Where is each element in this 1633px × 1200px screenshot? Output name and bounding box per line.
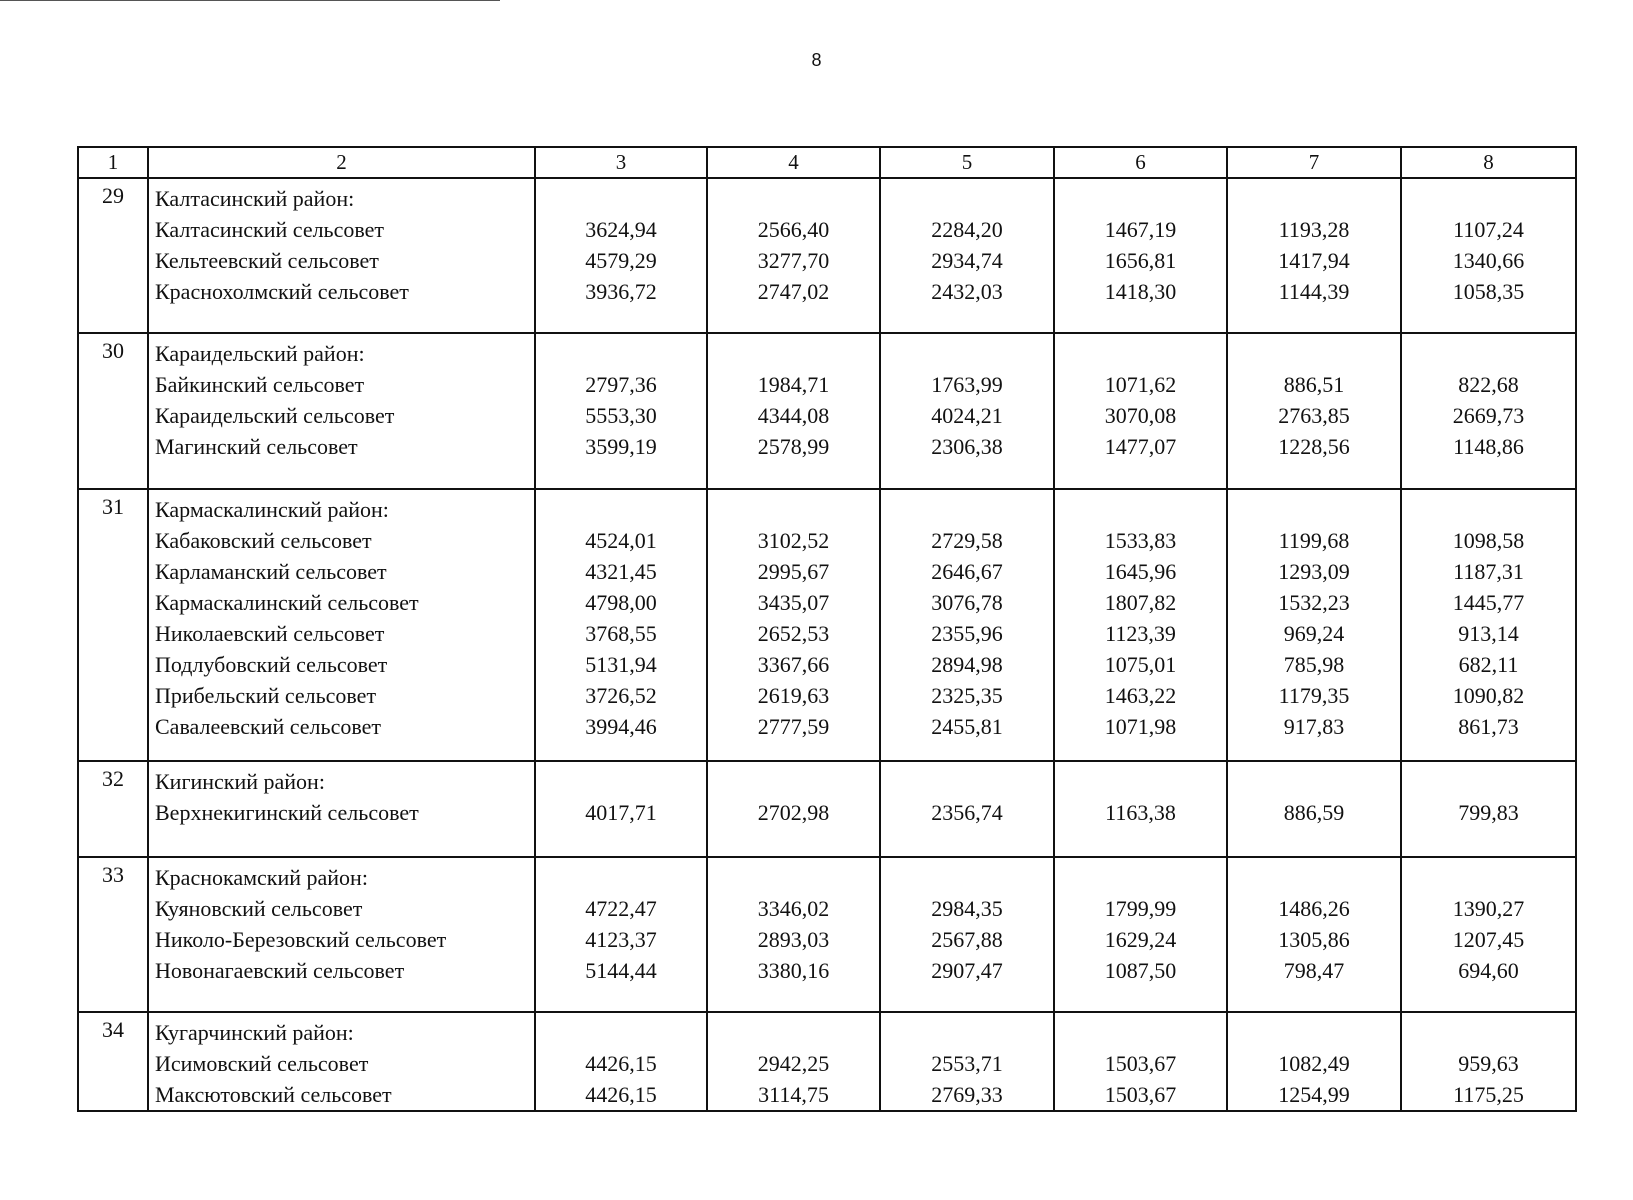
settlement-name: Николо-Березовский сельсовет bbox=[155, 927, 447, 952]
district-name: Кармаскалинский район: bbox=[155, 497, 389, 522]
value-cell: 1656,81 bbox=[1104, 248, 1177, 273]
value-cell: 1090,82 bbox=[1452, 683, 1525, 708]
value-cell: 2669,73 bbox=[1452, 403, 1525, 428]
value-cell: 1445,77 bbox=[1452, 590, 1525, 615]
value-cell: 1148,86 bbox=[1453, 434, 1524, 459]
column-header: 5 bbox=[880, 147, 1054, 178]
value-cell: 2619,63 bbox=[757, 683, 830, 708]
value-cell: 3936,72 bbox=[585, 279, 657, 304]
value-column-3 bbox=[535, 761, 707, 857]
value-cell: 3102,52 bbox=[757, 528, 830, 553]
value-cell: 1075,01 bbox=[1104, 652, 1177, 677]
page-number: 8 bbox=[811, 50, 822, 70]
value-cell: 5131,94 bbox=[585, 652, 657, 677]
column-header: 7 bbox=[1227, 147, 1401, 178]
value-cell: 1467,19 bbox=[1104, 217, 1177, 242]
settlement-name: Краснохолмский сельсовет bbox=[155, 279, 409, 304]
value-cell: 2432,03 bbox=[931, 279, 1003, 304]
value-column-7 bbox=[1227, 489, 1401, 761]
blank-line bbox=[536, 494, 706, 525]
table-row-group bbox=[78, 761, 1576, 857]
row-number: 29 bbox=[78, 178, 148, 333]
value-cell: 1179,35 bbox=[1278, 683, 1350, 708]
blank-line bbox=[708, 183, 879, 214]
value-cell: 1144,39 bbox=[1278, 279, 1350, 304]
header-row bbox=[78, 147, 1576, 178]
value-cell: 1629,24 bbox=[1104, 927, 1177, 952]
value-cell: 2747,02 bbox=[757, 279, 830, 304]
value-column-7 bbox=[1227, 857, 1401, 1012]
value-cell: 2578,99 bbox=[757, 434, 830, 459]
value-column-7 bbox=[1227, 178, 1401, 333]
table-row-group bbox=[78, 857, 1576, 1012]
value-cell: 799,83 bbox=[1458, 800, 1519, 825]
table-row-group bbox=[78, 178, 1576, 333]
value-cell: 3380,16 bbox=[757, 958, 830, 983]
value-cell: 1984,71 bbox=[757, 372, 830, 397]
value-cell: 4321,45 bbox=[585, 559, 657, 584]
value-cell: 1799,99 bbox=[1104, 896, 1177, 921]
blank-line bbox=[708, 862, 879, 893]
column-header: 3 bbox=[535, 147, 707, 178]
value-column-6 bbox=[1054, 178, 1227, 333]
blank-line bbox=[1402, 862, 1575, 893]
value-cell: 1123,39 bbox=[1105, 621, 1176, 646]
value-cell: 1082,49 bbox=[1278, 1051, 1350, 1076]
value-cell: 969,24 bbox=[1283, 621, 1345, 646]
value-column-6 bbox=[1054, 333, 1227, 489]
value-column-5 bbox=[880, 1012, 1054, 1111]
value-cell: 2729,58 bbox=[931, 528, 1003, 553]
value-cell: 1071,98 bbox=[1104, 714, 1177, 739]
value-column-3 bbox=[535, 1012, 707, 1111]
value-column-4 bbox=[707, 178, 880, 333]
value-cell: 2777,59 bbox=[757, 714, 830, 739]
value-column-8 bbox=[1401, 333, 1576, 489]
value-cell: 1763,99 bbox=[931, 372, 1003, 397]
district-name: Кугарчинский район: bbox=[155, 1020, 354, 1045]
value-cell: 3994,46 bbox=[585, 714, 657, 739]
blank-line bbox=[1228, 494, 1400, 525]
blank-line bbox=[536, 1017, 706, 1048]
name-cell bbox=[148, 333, 535, 489]
name-cell bbox=[148, 1012, 535, 1111]
blank-line bbox=[708, 338, 879, 369]
value-column-5 bbox=[880, 761, 1054, 857]
value-cell: 3768,55 bbox=[585, 621, 657, 646]
value-cell: 3367,66 bbox=[757, 652, 830, 677]
value-column-5 bbox=[880, 178, 1054, 333]
settlement-name: Калтасинский сельсовет bbox=[155, 217, 384, 242]
value-cell: 1533,83 bbox=[1104, 528, 1177, 553]
district-name: Краснокамский район: bbox=[155, 865, 368, 890]
blank-line bbox=[1055, 494, 1226, 525]
value-cell: 1254,99 bbox=[1278, 1082, 1350, 1107]
name-cell bbox=[148, 761, 535, 857]
value-column-4 bbox=[707, 489, 880, 761]
settlement-name: Савалеевский сельсовет bbox=[155, 714, 381, 739]
value-cell: 1187,31 bbox=[1453, 559, 1524, 584]
blank-line bbox=[1402, 1017, 1575, 1048]
value-cell: 2652,53 bbox=[757, 621, 830, 646]
blank-line bbox=[1055, 1017, 1226, 1048]
value-cell: 1163,38 bbox=[1105, 800, 1176, 825]
column-header: 6 bbox=[1054, 147, 1227, 178]
value-cell: 2984,35 bbox=[931, 896, 1003, 921]
value-cell: 2797,36 bbox=[585, 372, 657, 397]
value-cell: 1107,24 bbox=[1453, 217, 1524, 242]
value-column-8 bbox=[1401, 489, 1576, 761]
value-column-6 bbox=[1054, 489, 1227, 761]
value-cell: 785,98 bbox=[1283, 652, 1345, 677]
value-column-3 bbox=[535, 857, 707, 1012]
blank-line bbox=[536, 338, 706, 369]
value-cell: 1228,56 bbox=[1278, 434, 1350, 459]
value-cell: 822,68 bbox=[1458, 372, 1519, 397]
blank-line bbox=[1228, 862, 1400, 893]
value-cell: 2455,81 bbox=[931, 714, 1003, 739]
value-cell: 4426,15 bbox=[585, 1082, 657, 1107]
settlement-name: Прибельский сельсовет bbox=[155, 683, 377, 708]
value-column-6 bbox=[1054, 761, 1227, 857]
value-column-3 bbox=[535, 178, 707, 333]
blank-line bbox=[1402, 766, 1575, 797]
value-cell: 2763,85 bbox=[1278, 403, 1350, 428]
value-cell: 5144,44 bbox=[585, 958, 657, 983]
value-cell: 1058,35 bbox=[1452, 279, 1525, 304]
value-cell: 4579,29 bbox=[585, 248, 657, 273]
column-header: 8 bbox=[1401, 147, 1576, 178]
value-cell: 3346,02 bbox=[757, 896, 830, 921]
value-column-3 bbox=[535, 489, 707, 761]
value-column-5 bbox=[880, 857, 1054, 1012]
value-cell: 3114,75 bbox=[758, 1082, 829, 1107]
blank-line bbox=[708, 766, 879, 797]
value-cell: 4426,15 bbox=[585, 1051, 657, 1076]
value-cell: 3599,19 bbox=[585, 434, 657, 459]
blank-line bbox=[1228, 1017, 1400, 1048]
blank-line bbox=[881, 1017, 1053, 1048]
value-cell: 4344,08 bbox=[757, 403, 830, 428]
value-cell: 5553,30 bbox=[585, 403, 657, 428]
value-cell: 2769,33 bbox=[931, 1082, 1003, 1107]
value-cell: 1199,68 bbox=[1278, 528, 1350, 553]
blank-line bbox=[881, 338, 1053, 369]
settlement-name: Николаевский сельсовет bbox=[155, 621, 385, 646]
value-cell: 886,59 bbox=[1283, 800, 1345, 825]
value-cell: 2907,47 bbox=[931, 958, 1003, 983]
value-column-4 bbox=[707, 333, 880, 489]
district-name: Кигинский район: bbox=[155, 769, 325, 794]
value-column-3 bbox=[535, 333, 707, 489]
value-column-8 bbox=[1401, 1012, 1576, 1111]
value-cell: 798,47 bbox=[1283, 958, 1345, 983]
value-cell: 4017,71 bbox=[585, 800, 657, 825]
value-cell: 2894,98 bbox=[931, 652, 1003, 677]
value-cell: 1417,94 bbox=[1278, 248, 1350, 273]
settlement-name: Максютовский сельсовет bbox=[155, 1082, 392, 1107]
value-cell: 2646,67 bbox=[931, 559, 1003, 584]
value-cell: 2934,74 bbox=[931, 248, 1003, 273]
value-column-4 bbox=[707, 1012, 880, 1111]
blank-line bbox=[881, 183, 1053, 214]
value-cell: 1390,27 bbox=[1452, 896, 1525, 921]
value-cell: 2893,03 bbox=[757, 927, 830, 952]
blank-line bbox=[1055, 183, 1226, 214]
value-column-7 bbox=[1227, 761, 1401, 857]
column-header: 2 bbox=[148, 147, 535, 178]
column-header: 1 bbox=[78, 147, 148, 178]
name-cell bbox=[148, 178, 535, 333]
value-cell: 3624,94 bbox=[585, 217, 657, 242]
value-cell: 1503,67 bbox=[1104, 1051, 1177, 1076]
settlement-name: Кармаскалинский сельсовет bbox=[155, 590, 419, 615]
value-cell: 2942,25 bbox=[757, 1051, 830, 1076]
settlement-name: Байкинский сельсовет bbox=[155, 372, 365, 397]
table-body bbox=[78, 178, 1576, 1111]
value-cell: 861,73 bbox=[1458, 714, 1519, 739]
value-cell: 4024,21 bbox=[931, 403, 1003, 428]
settlement-name: Куяновский сельсовет bbox=[155, 896, 363, 921]
blank-line bbox=[1402, 494, 1575, 525]
table-row-group bbox=[78, 333, 1576, 489]
blank-line bbox=[536, 766, 706, 797]
blank-line bbox=[1055, 862, 1226, 893]
value-cell: 2356,74 bbox=[931, 800, 1003, 825]
value-cell: 1193,28 bbox=[1278, 217, 1350, 242]
value-column-5 bbox=[880, 333, 1054, 489]
blank-line bbox=[1055, 766, 1226, 797]
value-cell: 1807,82 bbox=[1104, 590, 1177, 615]
value-cell: 694,60 bbox=[1458, 958, 1519, 983]
table-row-group bbox=[78, 489, 1576, 761]
value-cell: 1071,62 bbox=[1104, 372, 1177, 397]
value-cell: 2284,20 bbox=[931, 217, 1003, 242]
blank-line bbox=[881, 766, 1053, 797]
district-name: Калтасинский район: bbox=[155, 186, 355, 211]
row-number: 34 bbox=[78, 1012, 148, 1111]
blank-line bbox=[1228, 766, 1400, 797]
value-cell: 1645,96 bbox=[1104, 559, 1177, 584]
value-cell: 1293,09 bbox=[1278, 559, 1350, 584]
district-name: Караидельский район: bbox=[155, 341, 365, 366]
row-number: 30 bbox=[78, 333, 148, 489]
top-scan-rule bbox=[0, 0, 500, 1]
value-cell: 1477,07 bbox=[1104, 434, 1177, 459]
blank-line bbox=[708, 1017, 879, 1048]
value-cell: 886,51 bbox=[1283, 372, 1345, 397]
column-header: 4 bbox=[707, 147, 880, 178]
value-cell: 3076,78 bbox=[931, 590, 1003, 615]
blank-line bbox=[536, 862, 706, 893]
value-column-7 bbox=[1227, 1012, 1401, 1111]
value-column-8 bbox=[1401, 857, 1576, 1012]
value-column-8 bbox=[1401, 761, 1576, 857]
value-cell: 1305,86 bbox=[1278, 927, 1350, 952]
settlement-name: Верхнекигинский сельсовет bbox=[155, 800, 419, 825]
value-cell: 2325,35 bbox=[931, 683, 1003, 708]
value-cell: 3070,08 bbox=[1104, 403, 1177, 428]
value-cell: 1175,25 bbox=[1453, 1082, 1524, 1107]
value-cell: 682,11 bbox=[1458, 652, 1519, 677]
value-cell: 1340,66 bbox=[1452, 248, 1525, 273]
value-cell: 1418,30 bbox=[1104, 279, 1177, 304]
settlement-name: Новонагаевский сельсовет bbox=[155, 958, 405, 983]
value-column-6 bbox=[1054, 857, 1227, 1012]
blank-line bbox=[708, 494, 879, 525]
value-cell: 1098,58 bbox=[1452, 528, 1525, 553]
blank-line bbox=[1402, 183, 1575, 214]
value-cell: 917,83 bbox=[1283, 714, 1345, 739]
value-cell: 1463,22 bbox=[1104, 683, 1177, 708]
blank-line bbox=[881, 494, 1053, 525]
blank-line bbox=[881, 862, 1053, 893]
value-cell: 1486,26 bbox=[1278, 896, 1350, 921]
value-column-5 bbox=[880, 489, 1054, 761]
value-cell: 3726,52 bbox=[585, 683, 657, 708]
value-cell: 4123,37 bbox=[585, 927, 657, 952]
value-cell: 959,63 bbox=[1458, 1051, 1519, 1076]
data-table bbox=[77, 146, 1577, 1112]
value-cell: 4524,01 bbox=[585, 528, 657, 553]
value-cell: 913,14 bbox=[1458, 621, 1519, 646]
value-cell: 2306,38 bbox=[931, 434, 1003, 459]
value-column-4 bbox=[707, 857, 880, 1012]
value-cell: 1532,23 bbox=[1278, 590, 1350, 615]
blank-line bbox=[536, 183, 706, 214]
value-cell: 2553,71 bbox=[931, 1051, 1003, 1076]
name-cell bbox=[148, 857, 535, 1012]
row-number: 31 bbox=[78, 489, 148, 761]
value-cell: 4798,00 bbox=[585, 590, 657, 615]
settlement-name: Кабаковский сельсовет bbox=[155, 528, 372, 553]
blank-line bbox=[1228, 183, 1400, 214]
value-cell: 3277,70 bbox=[757, 248, 830, 273]
value-cell: 2566,40 bbox=[757, 217, 830, 242]
settlement-name: Карламанский сельсовет bbox=[155, 559, 387, 584]
row-number: 33 bbox=[78, 857, 148, 1012]
value-column-6 bbox=[1054, 1012, 1227, 1111]
blank-line bbox=[1402, 338, 1575, 369]
row-number: 32 bbox=[78, 761, 148, 857]
blank-line bbox=[1228, 338, 1400, 369]
value-cell: 1207,45 bbox=[1452, 927, 1525, 952]
value-cell: 2702,98 bbox=[757, 800, 830, 825]
value-cell: 4722,47 bbox=[585, 896, 657, 921]
settlement-name: Магинский сельсовет bbox=[155, 434, 358, 459]
name-cell bbox=[148, 489, 535, 761]
value-cell: 3435,07 bbox=[757, 590, 830, 615]
settlement-name: Подлубовский сельсовет bbox=[155, 652, 388, 677]
table-row-group bbox=[78, 1012, 1576, 1111]
value-column-4 bbox=[707, 761, 880, 857]
settlement-name: Кельтеевский сельсовет bbox=[155, 248, 379, 273]
value-column-7 bbox=[1227, 333, 1401, 489]
value-cell: 2355,96 bbox=[931, 621, 1003, 646]
value-cell: 1087,50 bbox=[1104, 958, 1177, 983]
value-cell: 1503,67 bbox=[1104, 1082, 1177, 1107]
value-cell: 2567,88 bbox=[931, 927, 1003, 952]
blank-line bbox=[1055, 338, 1226, 369]
settlement-name: Караидельский сельсовет bbox=[155, 403, 395, 428]
settlement-name: Исимовский сельсовет bbox=[155, 1051, 369, 1076]
value-cell: 2995,67 bbox=[757, 559, 830, 584]
value-column-8 bbox=[1401, 178, 1576, 333]
